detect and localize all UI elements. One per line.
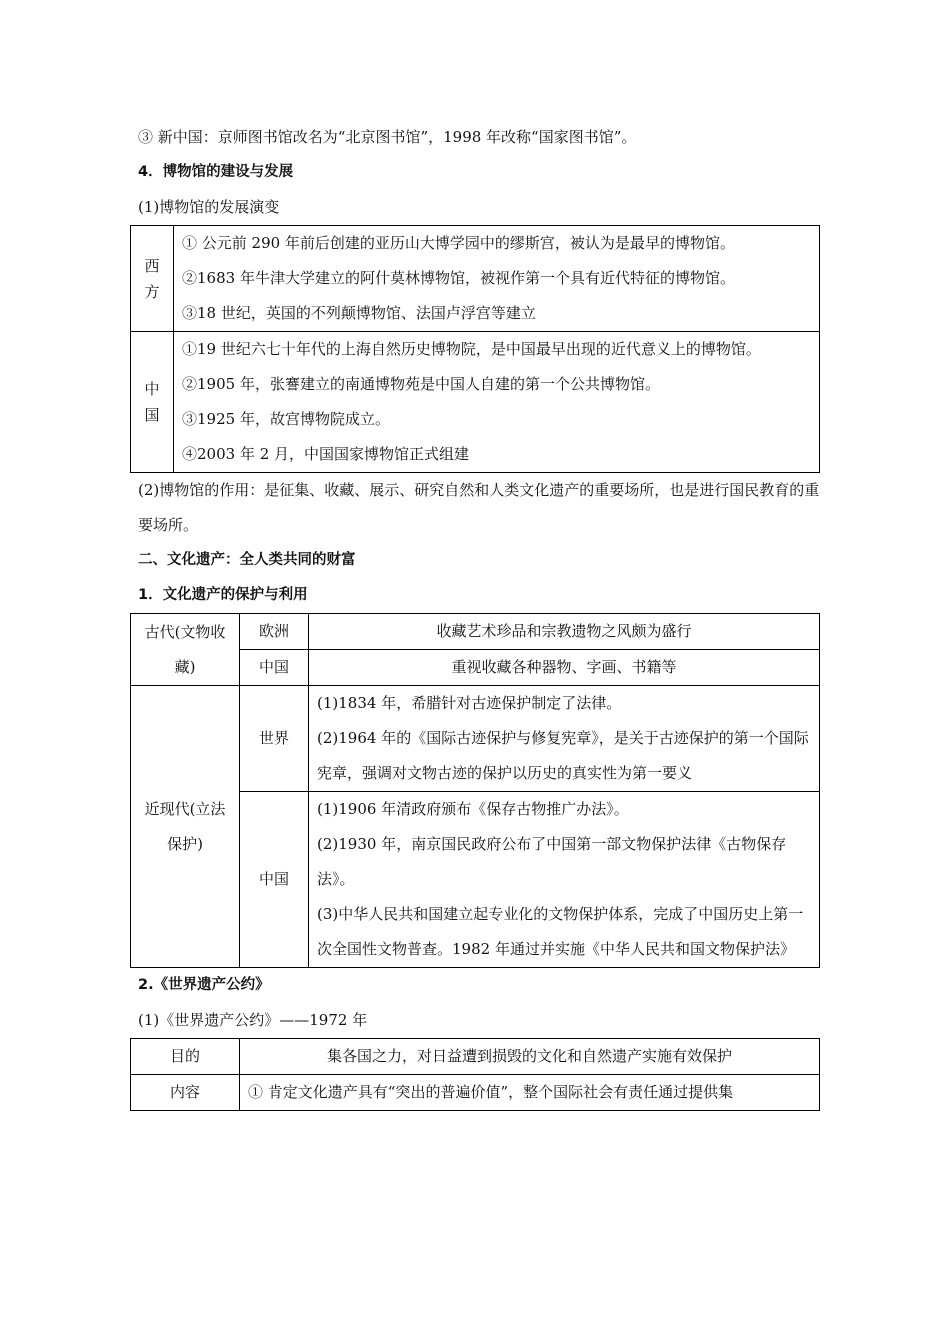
museum-evolution-table (130, 225, 820, 473)
document-page (138, 120, 820, 1111)
list-item: ①19 世纪六七十年代的上海自然历史博物院，是中国最早出现的近代意义上的博物馆。 (182, 340, 761, 358)
table-row (131, 226, 820, 332)
list-item: (2)1964 年的《国际古迹保护与修复宪章》，是关于古迹保护的第一个国际宪章，强调对文物古迹的保护以历史的真实性为第一要义 (317, 729, 809, 782)
library-new-china-line: ③ 新中国：京师图书馆改名为“北京图书馆”，1998 年改称“国家图书馆”。 (138, 128, 637, 146)
table-row (131, 1039, 820, 1075)
world-heritage-convention-heading: 2.《世界遗产公约》 (138, 977, 270, 993)
modern-china-items-cell (309, 792, 820, 968)
list-item: ②1905 年，张謇建立的南通博物苑是中国人自建的第一个公共博物馆。 (182, 375, 660, 393)
part-2-heading: 二、文化遗产：全人类共同的财富 (138, 552, 356, 568)
list-item: ③1925 年，故宫博物院成立。 (182, 410, 390, 428)
table-row (131, 332, 820, 473)
heritage-protection-table (130, 613, 820, 968)
china-items-cell (174, 332, 820, 473)
ancient-china-text: 重视收藏各种器物、字画、书籍等 (309, 650, 820, 686)
convention-year-line: (1)《世界遗产公约》——1972 年 (138, 1011, 368, 1029)
list-item: (1)1906 年清政府颁布《保存古物推广办法》。 (317, 800, 629, 818)
ancient-label: 古代(文物收藏) (131, 614, 240, 686)
europe-label: 欧洲 (240, 614, 309, 650)
ancient-china-label: 中国 (240, 650, 309, 686)
purpose-text: 集各国之力，对日益遭到损毁的文化和自然遗产实施有效保护 (240, 1039, 820, 1075)
section-4-heading: 4．博物馆的建设与发展 (138, 164, 294, 180)
list-item: (2)1930 年，南京国民政府公布了中国第一部文物保护法律《古物保存法》。 (317, 835, 787, 888)
list-item: (1)1834 年，希腊针对古迹保护制定了法律。 (317, 694, 622, 712)
table-row (131, 1075, 820, 1111)
table-row (131, 686, 820, 792)
west-label: 西方 (131, 226, 174, 332)
museum-function-paragraph: (2)博物馆的作用：是征集、收藏、展示、研究自然和人类文化遗产的重要场所，也是进行国民教育的重要场所。 (138, 481, 820, 534)
list-item: ① 公元前 290 年前后创建的亚历山大博学园中的缪斯宫，被认为是最早的博物馆。 (182, 234, 735, 252)
modern-label: 近现代(立法保护) (131, 686, 240, 968)
purpose-label: 目的 (131, 1039, 240, 1075)
world-label: 世界 (240, 686, 309, 792)
list-item: ②1683 年牛津大学建立的阿什莫林博物馆，被视作第一个具有近代特征的博物馆。 (182, 269, 735, 287)
convention-table (130, 1038, 820, 1111)
world-items-cell (309, 686, 820, 792)
content-label: 内容 (131, 1075, 240, 1111)
table-row (131, 614, 820, 650)
list-item: ③18 世纪，英国的不列颠博物馆、法国卢浮宫等建立 (182, 304, 536, 322)
china-label: 中国 (131, 332, 174, 473)
list-item: (3)中华人民共和国建立起专业化的文物保护体系，完成了中国历史上第一次全国性文物普查。1982 年通过并实施《中华人民共和国文物保护法》 (317, 905, 804, 958)
list-item: ④2003 年 2 月，中国国家博物馆正式组建 (182, 445, 470, 463)
west-items-cell (174, 226, 820, 332)
museum-evolution-subheading: (1)博物馆的发展演变 (138, 198, 280, 216)
modern-china-label: 中国 (240, 792, 309, 968)
heritage-protection-heading: 1．文化遗产的保护与利用 (138, 587, 308, 603)
content-text: ① 肯定文化遗产具有“突出的普遍价值”，整个国际社会有责任通过提供集 (240, 1075, 820, 1111)
europe-text: 收藏艺术珍品和宗教遗物之风颇为盛行 (309, 614, 820, 650)
